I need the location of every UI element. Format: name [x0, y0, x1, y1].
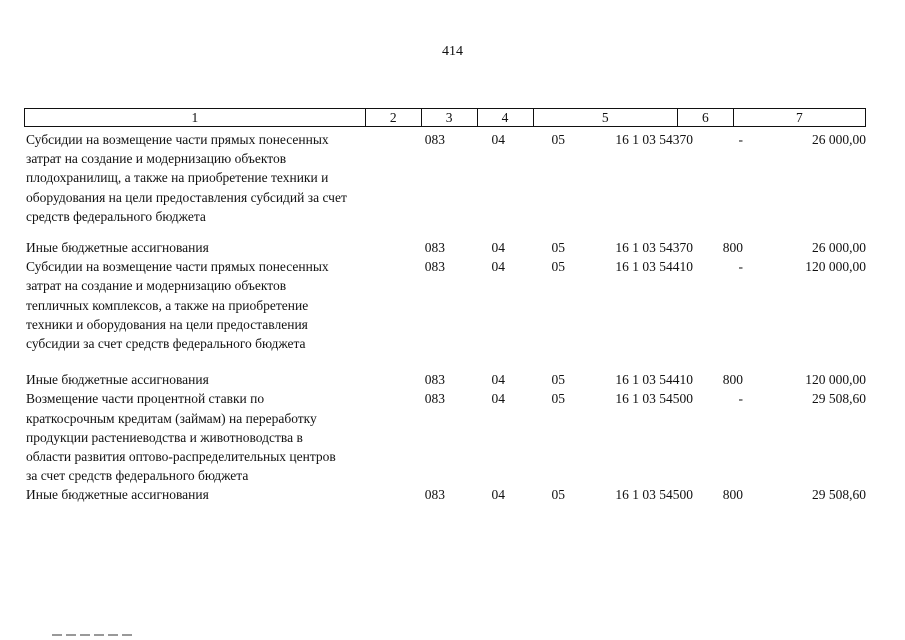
- page-number: 414: [442, 44, 463, 59]
- description-line: плодохранилищ, а также на приобретение техники и: [26, 170, 329, 186]
- row-code-5: 16 1 03 54500: [615, 487, 693, 503]
- row-code-2: 083: [424, 240, 445, 256]
- row-description: [24, 370, 389, 389]
- row-code-5: 16 1 03 54370: [615, 240, 693, 256]
- row-code-2: 083: [424, 132, 445, 147]
- header-col-3: 3: [421, 109, 477, 126]
- row-amount: 29 508,60: [812, 391, 866, 407]
- description-line: Иные бюджетные ассигнования: [26, 487, 209, 503]
- description-line: техники и оборудования на цели предоставления: [26, 316, 308, 332]
- table-row: [24, 370, 866, 389]
- row-code-2: 083: [424, 391, 445, 407]
- row-description: [24, 257, 389, 353]
- description-line: продукции растениеводства и животноводства в: [26, 429, 303, 445]
- table-header: [24, 108, 866, 127]
- description-line: Иные бюджетные ассигнования: [26, 372, 209, 388]
- header-col-7: 7: [733, 109, 865, 126]
- row-code-5: 16 1 03 54370: [615, 132, 693, 147]
- row-code-2: 083: [424, 259, 445, 275]
- row-description: [24, 238, 389, 257]
- row-code-6: -: [738, 259, 743, 275]
- row-code-6: -: [738, 391, 743, 407]
- description-line: Субсидии на возмещение части прямых понесенных: [26, 132, 329, 147]
- row-code-3: 04: [491, 391, 505, 407]
- table-row: [24, 130, 866, 226]
- header-col-5: 5: [533, 109, 677, 126]
- description-line: затрат на создание и модернизацию объектов: [26, 151, 287, 167]
- row-amount: 120 000,00: [805, 259, 866, 275]
- row-code-5: 16 1 03 54410: [615, 259, 693, 275]
- row-code-4: 05: [551, 240, 565, 256]
- description-line: за счет средств федерального бюджета: [26, 468, 249, 484]
- description-line: краткосрочным кредитам (займам) на переработку: [26, 410, 317, 426]
- description-line: Иные бюджетные ассигнования: [26, 240, 209, 256]
- header-col-6: 6: [677, 109, 733, 126]
- description-line: тепличных комплексов, а также на приобретение: [26, 297, 309, 313]
- header-col-1: 1: [191, 110, 199, 125]
- row-description: [24, 485, 389, 504]
- description-line: субсидии за счет средств федерального бюджета: [26, 336, 306, 352]
- row-code-6: 800: [722, 240, 743, 256]
- description-line: оборудования на цели предоставления субсидий за счет: [26, 189, 347, 205]
- header-col-4: 4: [477, 109, 533, 126]
- row-code-2: 083: [424, 487, 445, 503]
- row-code-5: 16 1 03 54500: [615, 391, 693, 407]
- row-code-4: 05: [551, 259, 565, 275]
- row-amount: 29 508,60: [812, 487, 866, 503]
- row-code-4: 05: [551, 391, 565, 407]
- row-description: [24, 130, 389, 226]
- table-row: [24, 257, 866, 353]
- table-row: [24, 485, 866, 504]
- row-code-6: 800: [722, 487, 743, 503]
- row-code-4: 05: [551, 132, 565, 147]
- row-code-4: 05: [551, 487, 565, 503]
- table-body: [24, 130, 866, 505]
- footer-mark: [52, 634, 132, 636]
- description-line: Возмещение части процентной ставки по: [26, 391, 265, 407]
- row-code-3: 04: [491, 240, 505, 256]
- row-amount: 120 000,00: [805, 372, 866, 388]
- row-code-3: 04: [491, 372, 505, 388]
- row-code-3: 04: [491, 132, 505, 147]
- row-code-3: 04: [491, 259, 505, 275]
- description-line: затрат на создание и модернизацию объектов: [26, 278, 287, 294]
- row-description: [24, 389, 389, 485]
- description-line: средств федерального бюджета: [26, 208, 206, 224]
- table-row: [24, 389, 866, 485]
- header-col-2: 2: [365, 109, 421, 126]
- row-code-6: 800: [722, 372, 743, 388]
- row-code-6: -: [738, 132, 743, 147]
- row-code-5: 16 1 03 54410: [615, 372, 693, 388]
- row-amount: 26 000,00: [812, 132, 866, 147]
- row-code-3: 04: [491, 487, 505, 503]
- row-code-2: 083: [424, 372, 445, 388]
- row-amount: 26 000,00: [812, 240, 866, 256]
- row-code-4: 05: [551, 372, 565, 388]
- description-line: области развития оптово-распределительных центров: [26, 449, 336, 465]
- description-line: Субсидии на возмещение части прямых понесенных: [26, 259, 329, 275]
- table-row: [24, 238, 866, 257]
